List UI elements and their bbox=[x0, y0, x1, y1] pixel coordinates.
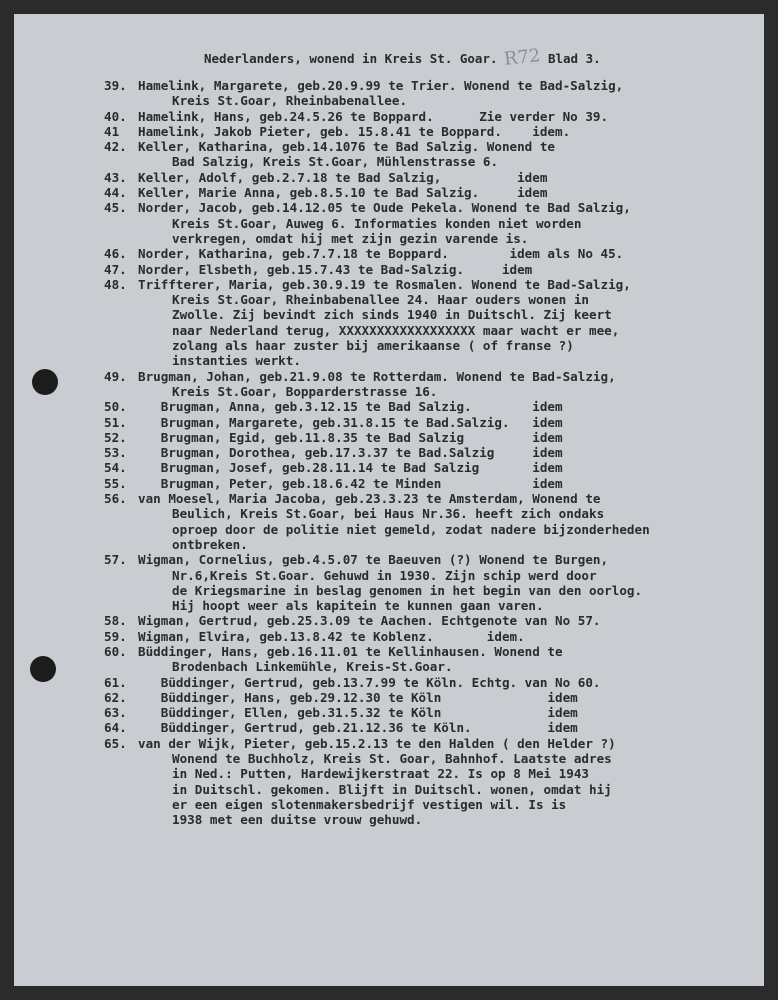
register-entry bbox=[104, 139, 759, 170]
entry-line: Büddinger, Hans, geb.29.12.30 te Köln idem bbox=[138, 689, 578, 705]
entry-text bbox=[138, 246, 759, 261]
entry-line: Norder, Elsbeth, geb.15.7.43 te Bad-Salzig. idem bbox=[138, 261, 533, 277]
page-header bbox=[204, 47, 601, 68]
register-entry bbox=[104, 460, 759, 475]
register-entry bbox=[104, 491, 759, 552]
register-entry bbox=[104, 185, 759, 200]
entry-line: Kreis St.Goar, Auweg 6. Informaties konden niet worden bbox=[172, 215, 582, 231]
punch-hole-top bbox=[32, 369, 58, 395]
entry-line: Bad Salzig, Kreis St.Goar, Mühlenstrasse 6. bbox=[172, 154, 499, 170]
entry-line: ontbreken. bbox=[172, 536, 248, 552]
entry-text bbox=[138, 277, 759, 369]
entry-number: 61. bbox=[104, 674, 127, 690]
header-title: Nederlanders, wonend in Kreis St. Goar. bbox=[204, 51, 498, 66]
entry-number: 48. bbox=[104, 276, 127, 292]
entry-text bbox=[138, 399, 759, 414]
entry-line: Wigman, Cornelius, geb.4.5.07 te Baeuven (?) Wonend te Burgen, bbox=[138, 552, 609, 568]
entry-line: Nr.6,Kreis St.Goar. Gehuwd in 1930. Zijn schip werd door bbox=[172, 567, 597, 583]
entry-line: Büddinger, Gertrud, geb.21.12.36 te Köln. idem bbox=[138, 720, 578, 736]
entry-line: Büddinger, Gertrud, geb.13.7.99 te Köln. Echtg. van No 60. bbox=[138, 674, 601, 690]
register-entry bbox=[104, 109, 759, 124]
entry-number: 52. bbox=[104, 429, 127, 445]
entry-text bbox=[138, 613, 759, 628]
entry-number: 41 bbox=[104, 123, 120, 139]
entry-line: Wigman, Gertrud, geb.25.3.09 te Aachen. Echtgenote van No 57. bbox=[138, 613, 601, 629]
entry-text bbox=[138, 445, 759, 460]
entry-line: zolang als haar zuster bij amerikaanse ( of franse ?) bbox=[172, 338, 574, 354]
entry-text bbox=[138, 476, 759, 491]
entry-line: Kreis St.Goar, Rheinbabenallee 24. Haar ouders wonen in bbox=[172, 292, 590, 308]
entry-line: Hij hoopt weer als kapitein te kunnen gaan varen. bbox=[172, 598, 544, 614]
entry-number: 55. bbox=[104, 475, 127, 491]
entry-text bbox=[138, 430, 759, 445]
entry-line: Keller, Marie Anna, geb.8.5.10 te Bad Salzig. idem bbox=[138, 185, 548, 201]
entry-number: 65. bbox=[104, 735, 127, 751]
entry-text bbox=[138, 491, 759, 552]
entry-line: Brugman, Margarete, geb.31.8.15 te Bad.Salzig. idem bbox=[138, 414, 563, 430]
document-page bbox=[14, 14, 764, 986]
entry-text bbox=[138, 736, 759, 828]
register-entry bbox=[104, 246, 759, 261]
entry-text bbox=[138, 124, 759, 139]
entry-line: Kreis St.Goar, Rheinbabenallee. bbox=[172, 93, 408, 109]
entry-text bbox=[138, 170, 759, 185]
entry-line: van Moesel, Maria Jacoba, geb.23.3.23 te Amsterdam, Wonend te bbox=[138, 491, 601, 507]
entry-line: de Kriegsmarine in beslag genomen in het begin van den oorlog. bbox=[172, 582, 643, 598]
punch-hole-bottom bbox=[30, 656, 56, 682]
entry-line: Keller, Katharina, geb.14.1076 te Bad Salzig. Wonend te bbox=[138, 139, 556, 155]
entry-line: verkregen, omdat hij met zijn gezin varende is. bbox=[172, 230, 529, 246]
entry-line: van der Wijk, Pieter, geb.15.2.13 te den Halden ( den Helder ?) bbox=[138, 735, 616, 751]
entry-number: 43. bbox=[104, 169, 127, 185]
entry-text bbox=[138, 369, 759, 400]
entry-number: 58. bbox=[104, 613, 127, 629]
page-number: Blad 3. bbox=[547, 51, 601, 66]
register-entry bbox=[104, 720, 759, 735]
entry-line: Brugman, Dorothea, geb.17.3.37 te Bad.Salzig idem bbox=[138, 445, 563, 461]
entry-number: 40. bbox=[104, 108, 127, 124]
register-entry bbox=[104, 476, 759, 491]
entry-line: Brugman, Egid, geb.11.8.35 te Bad Salzig idem bbox=[138, 429, 563, 445]
handwritten-mark: R72 bbox=[502, 45, 541, 70]
entry-line: Beulich, Kreis St.Goar, bei Haus Nr.36. heeft zich ondaks bbox=[172, 506, 605, 522]
register-entry bbox=[104, 675, 759, 690]
entry-line: Brodenbach Linkemühle, Kreis-St.Goar. bbox=[172, 659, 453, 675]
entry-line: Kreis St.Goar, Bopparderstrasse 16. bbox=[172, 383, 438, 399]
register-entry bbox=[104, 124, 759, 139]
register-entry bbox=[104, 705, 759, 720]
register-entry bbox=[104, 78, 759, 109]
entry-number: 44. bbox=[104, 185, 127, 201]
entry-number: 56. bbox=[104, 491, 127, 507]
entry-number: 45. bbox=[104, 200, 127, 216]
entry-line: Wigman, Elvira, geb.13.8.42 te Koblenz. idem. bbox=[138, 628, 525, 644]
register-entry bbox=[104, 399, 759, 414]
entry-text bbox=[138, 109, 759, 124]
entry-text bbox=[138, 720, 759, 735]
entry-line: Brugman, Anna, geb.3.12.15 te Bad Salzig. idem bbox=[138, 399, 563, 415]
entry-text bbox=[138, 690, 759, 705]
entry-text bbox=[138, 185, 759, 200]
register-entry bbox=[104, 644, 759, 675]
register-entry bbox=[104, 445, 759, 460]
entry-text bbox=[138, 262, 759, 277]
entry-line: Hamelink, Hans, geb.24.5.26 te Boppard. Zie verder No 39. bbox=[138, 108, 609, 124]
entry-number: 39. bbox=[104, 78, 127, 93]
entry-text bbox=[138, 200, 759, 246]
register-entry bbox=[104, 170, 759, 185]
entry-text bbox=[138, 460, 759, 475]
entry-text bbox=[138, 415, 759, 430]
entry-line: 1938 met een duitse vrouw gehuwd. bbox=[172, 812, 423, 828]
entry-text bbox=[138, 552, 759, 613]
register-entry bbox=[104, 262, 759, 277]
entry-text bbox=[138, 644, 759, 675]
entry-number: 60. bbox=[104, 643, 127, 659]
entry-number: 50. bbox=[104, 399, 127, 415]
entry-line: Keller, Adolf, geb.2.7.18 te Bad Salzig, idem bbox=[138, 169, 548, 185]
entry-line: Brugman, Josef, geb.28.11.14 te Bad Salzig idem bbox=[138, 460, 563, 476]
register-entry bbox=[104, 415, 759, 430]
entry-line: Büddinger, Ellen, geb.31.5.32 te Köln idem bbox=[138, 705, 578, 721]
entry-number: 54. bbox=[104, 460, 127, 476]
register-entry bbox=[104, 200, 759, 246]
entry-number: 57. bbox=[104, 552, 127, 568]
entry-number: 51. bbox=[104, 414, 127, 430]
entry-number: 64. bbox=[104, 720, 127, 736]
entry-number: 46. bbox=[104, 246, 127, 262]
entry-line: er een eigen slotenmakersbedrijf vestigen wil. Is is bbox=[172, 796, 567, 812]
entry-line: oproep door de politie niet gemeld, zodat nadere bijzonderheden bbox=[172, 521, 650, 537]
entry-line: in Ned.: Putten, Hardewijkerstraat 22. Is op 8 Mei 1943 bbox=[172, 766, 590, 782]
entry-number: 42. bbox=[104, 139, 127, 155]
entry-text bbox=[138, 78, 759, 109]
register-entry bbox=[104, 613, 759, 628]
entry-line: naar Nederland terug, XXXXXXXXXXXXXXXXXX maar wacht er mee, bbox=[172, 322, 620, 338]
entry-line: Triffterer, Maria, geb.30.9.19 te Rosmalen. Wonend te Bad-Salzig, bbox=[138, 276, 631, 292]
entry-text bbox=[138, 629, 759, 644]
entry-line: in Duitschl. gekomen. Blijft in Duitschl. wonen, omdat hij bbox=[172, 781, 612, 797]
entry-list bbox=[104, 78, 759, 828]
entry-number: 59. bbox=[104, 628, 127, 644]
entry-line: Hamelink, Jakob Pieter, geb. 15.8.41 te Boppard. idem. bbox=[138, 123, 571, 139]
entry-line: Büddinger, Hans, geb.16.11.01 te Kellinhausen. Wonend te bbox=[138, 643, 563, 659]
entry-number: 62. bbox=[104, 689, 127, 705]
entry-line: Wonend te Buchholz, Kreis St. Goar, Bahnhof. Laatste adres bbox=[172, 751, 612, 767]
entry-line: Zwolle. Zij bevindt zich sinds 1940 in Duitschl. Zij keert bbox=[172, 307, 612, 323]
register-entry bbox=[104, 277, 759, 369]
entry-line: instanties werkt. bbox=[172, 353, 301, 369]
entry-line: Brugman, Peter, geb.18.6.42 te Minden idem bbox=[138, 475, 563, 491]
register-entry bbox=[104, 552, 759, 613]
register-entry bbox=[104, 629, 759, 644]
register-entry bbox=[104, 430, 759, 445]
register-entry bbox=[104, 690, 759, 705]
entry-number: 47. bbox=[104, 261, 127, 277]
entry-line: Norder, Katharina, geb.7.7.18 te Boppard. idem als No 45. bbox=[138, 246, 624, 262]
entry-line: Brugman, Johan, geb.21.9.08 te Rotterdam. Wonend te Bad-Salzig, bbox=[138, 368, 616, 384]
entry-number: 63. bbox=[104, 705, 127, 721]
entry-line: Norder, Jacob, geb.14.12.05 te Oude Pekela. Wonend te Bad Salzig, bbox=[138, 200, 631, 216]
register-entry bbox=[104, 369, 759, 400]
entry-line: Hamelink, Margarete, geb.20.9.99 te Trier. Wonend te Bad-Salzig, bbox=[138, 78, 624, 93]
entry-number: 49. bbox=[104, 368, 127, 384]
entry-text bbox=[138, 139, 759, 170]
entry-number: 53. bbox=[104, 445, 127, 461]
entry-text bbox=[138, 675, 759, 690]
register-entry bbox=[104, 736, 759, 828]
entry-text bbox=[138, 705, 759, 720]
